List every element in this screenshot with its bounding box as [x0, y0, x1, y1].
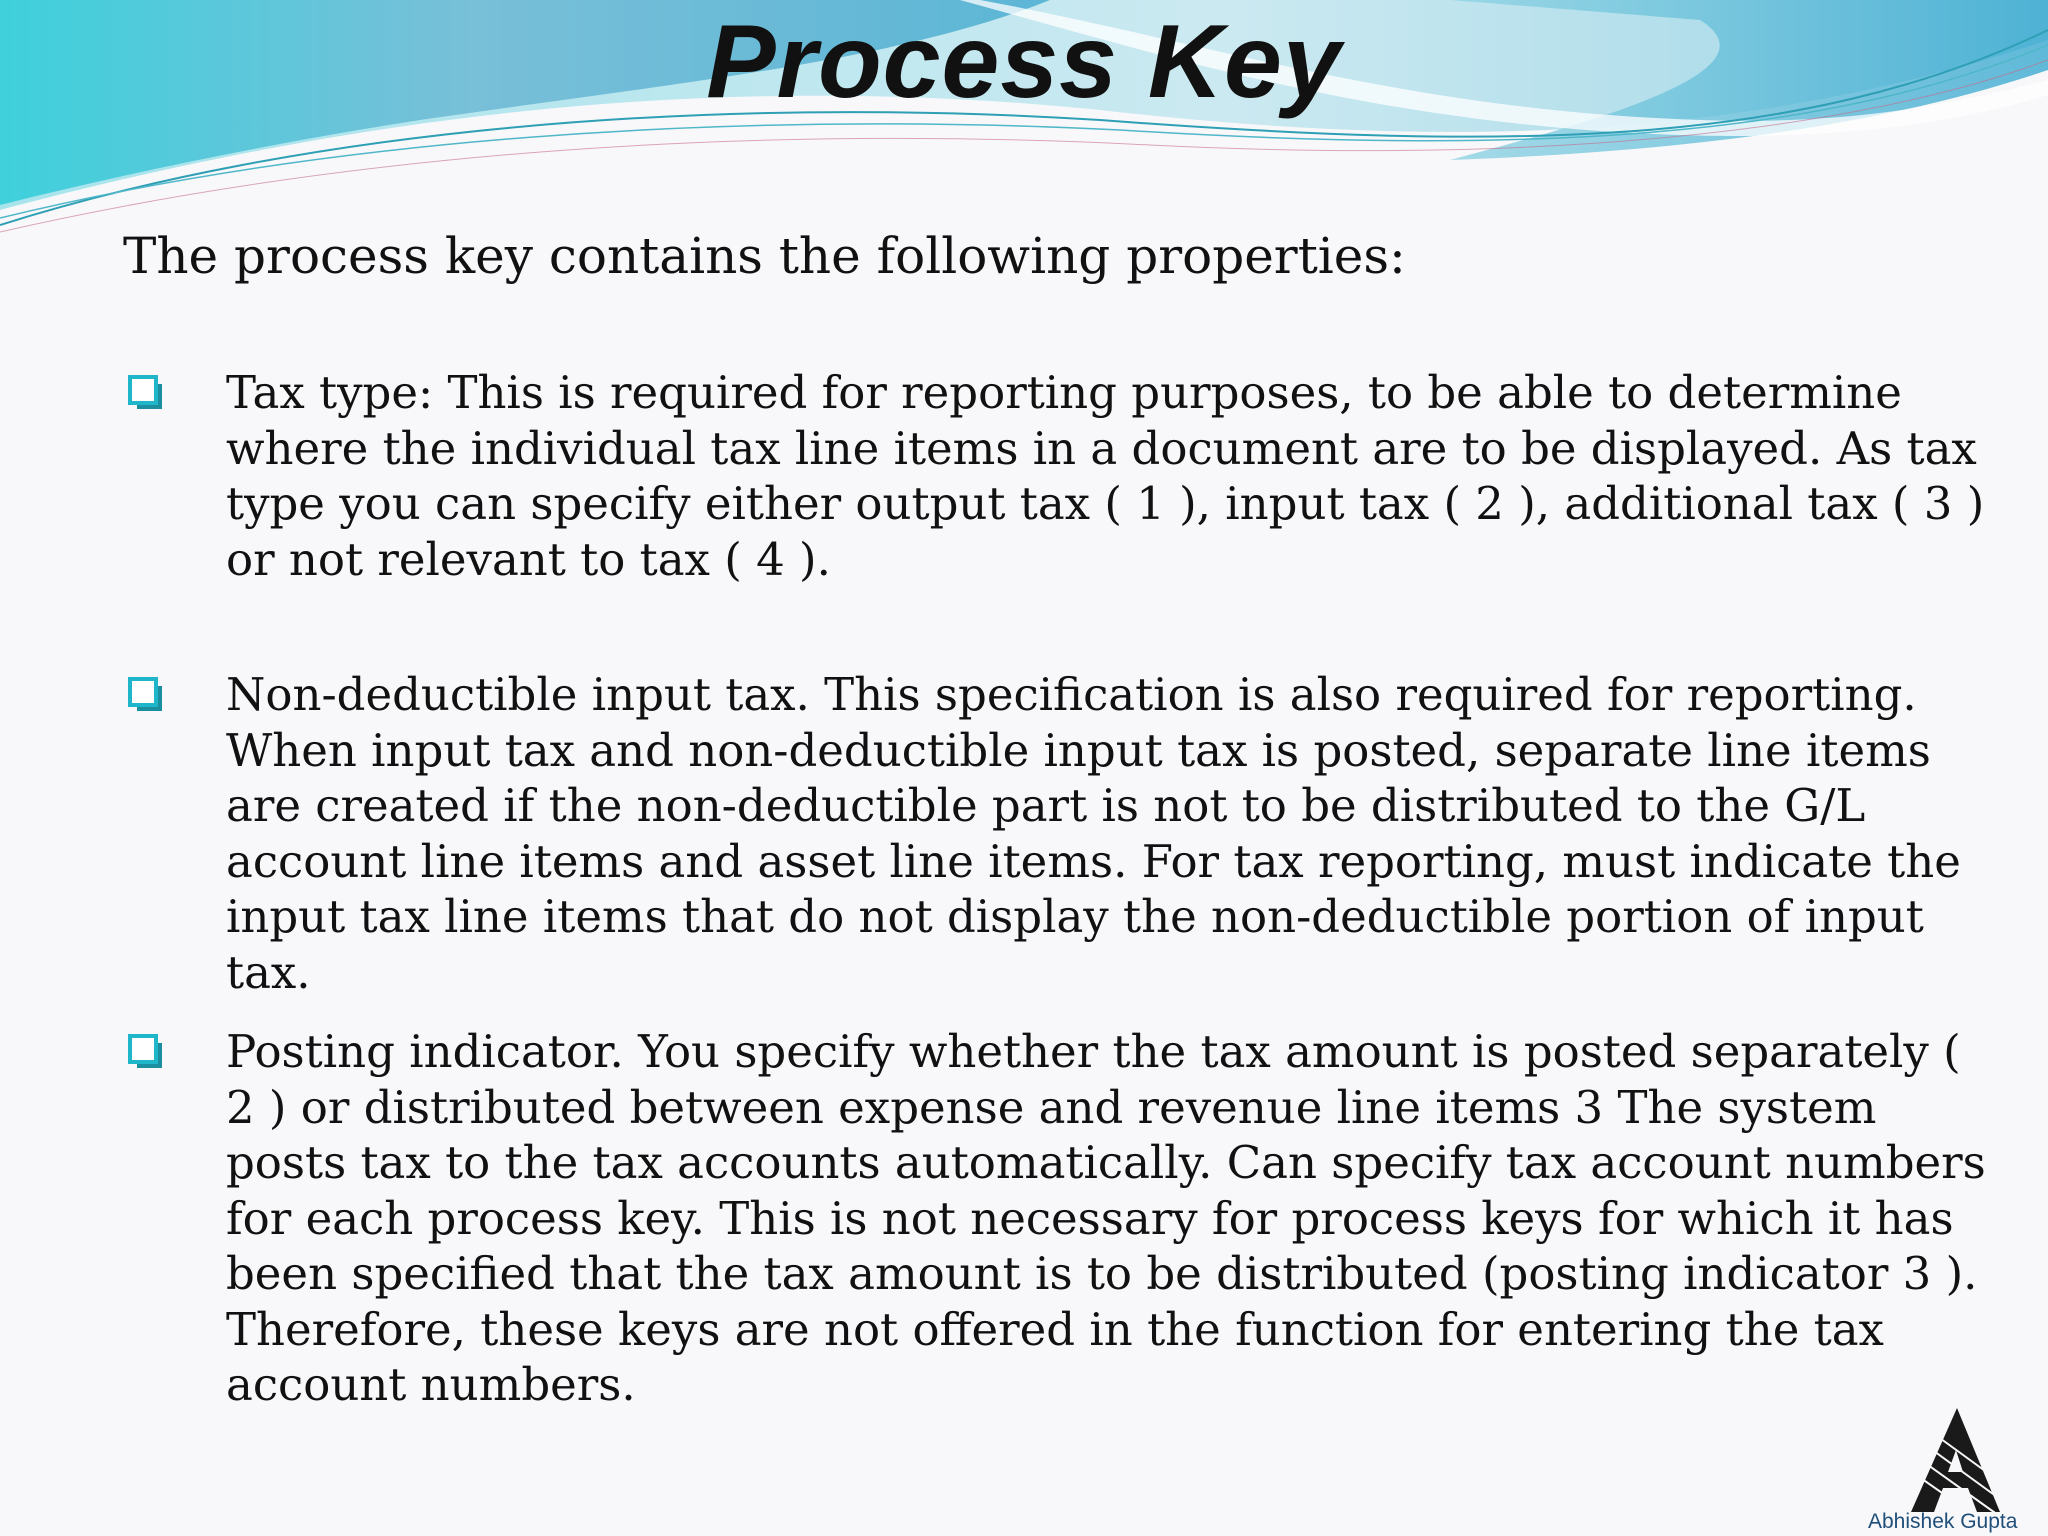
- bullet-tax-type: Tax type: This is required for reporting purposes, to be able to determine where the individual tax line items in a document are to be displayed. As tax type you can specify either output tax ( 1 ), input tax ( 2 ), additional tax ( 3 ) or not relevant to tax ( 4 ).: [226, 366, 1985, 586]
- hollow-square-bullet-icon: [128, 1034, 162, 1068]
- hollow-square-bullet-icon: [128, 375, 162, 409]
- hollow-square-bullet-icon: [128, 677, 162, 711]
- bullet-posting-indicator: Posting indicator. You specify whether the tax amount is posted separately ( 2 ) or distributed between expense and revenue line items 3 The system posts tax to the tax accounts automatically. Can specify tax account numbers for each process key. This is not necessary for process keys for which it has been specified that the tax amount is to be distributed (posting indicator 3 ). Therefore, these keys are not offered in the function for entering the tax account numbers.: [226, 1025, 1986, 1411]
- intro-text: The process key contains the following properties:: [123, 227, 1406, 285]
- bullet-non-deductible-input-tax: Non-deductible input tax. This specification is also required for reporting. When input tax and non-deductible input tax is posted, separate line items are created if the non-deductible part is not to be distributed to the G/L account line items and asset line items. For tax reporting, must indicate the input tax line items that do not display the non-deductible portion of input tax.: [226, 668, 1961, 999]
- logo-caption: Abhishek Gupta: [1868, 1510, 2018, 1533]
- slide-title: Process Key: [706, 4, 1342, 120]
